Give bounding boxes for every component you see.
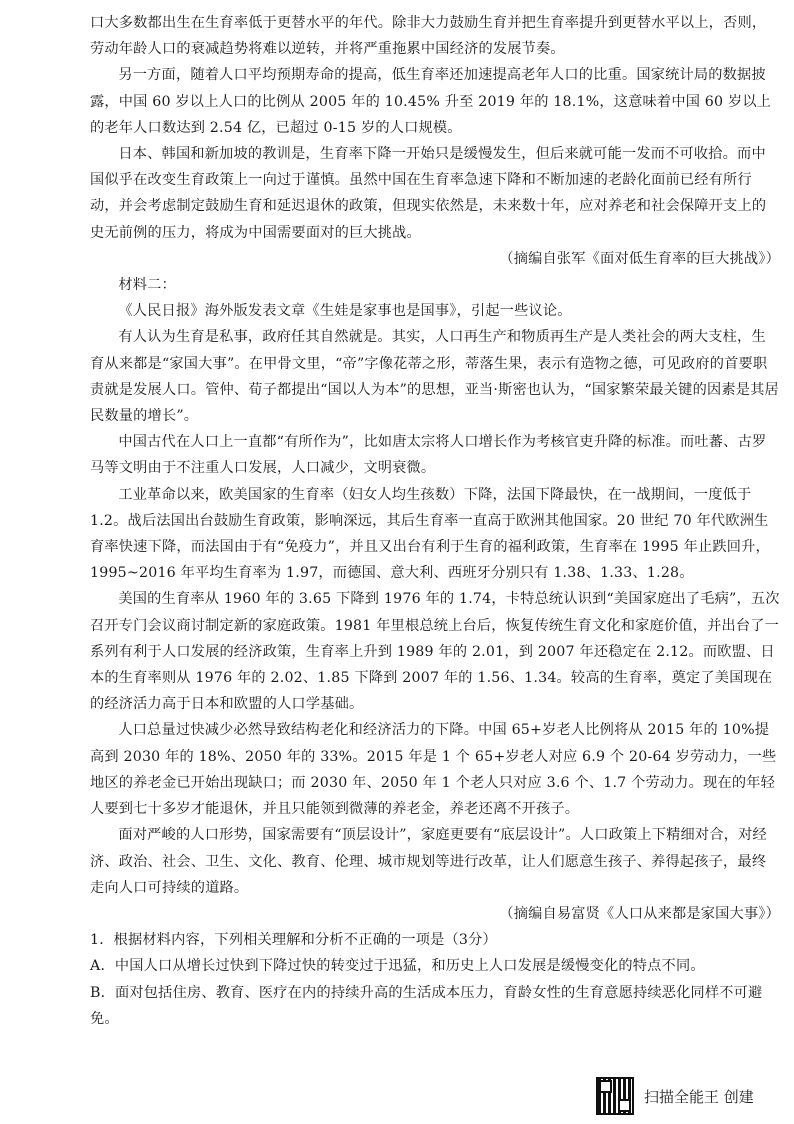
paragraph-7: 工业革命以来，欧美国家的生育率（妇女人均生孩数）下降，法国下降最快，在一战期间，一度低于 1.2。战后法国出台鼓励生育政策，影响深远，其后生育率一直高于欧洲其他国家。20 世纪 70 年代欧洲生育率快速下降，而法国由于有“免疫力”，并且又出台有利于生育的福利政策，生育率在 1995 年止跌回升，1995~2016 年平均生育率为 1.97，而德国、意大利、西班牙分别只有 1.38、1.33、1.28。 bbox=[90, 486, 770, 582]
paragraph-2: 另一方面，随着人口平均预期寿命的提高，低生育率还加速提高老年人口的比重。国家统计局的数据披露，中国 60 岁以上人口的比例从 2005 年的 10.45% 升至 2019 年的 18.1%，这意味着中国 60 岁以上的老年人口数达到 2.54 亿，已超过 0-15 岁的人口规模。 bbox=[90, 67, 772, 136]
scanner-watermark bbox=[596, 1076, 754, 1116]
material-2-label: 材料二： bbox=[118, 277, 176, 294]
paragraph-8: 美国的生育率从 1960 年的 3.65 下降到 1976 年的 1.74，卡特总统认识到“美国家庭出了毛病”，五次召开专门会议商讨制定新的家庭政策。1981 年里根总统上台后，恢复传统生育文化和家庭价值，并出台了一系列有利于人口发展的经济政策，生育率上升到 1989 年的 2.01，到 2007 年还稳定在 2.12。而欧盟、日本的生育率则从 1976 年的 2.02、1.85 下降到 2007 年的 1.56、1.34。较高的生育率，奠定了美国现在的经济活力高于日本和欧盟的人口学基础。 bbox=[90, 591, 780, 713]
paragraph-3: 日本、韩国和新加坡的教训是，生育率下降一开始只是缓慢发生，但后来就可能一发而不可收拾。而中国似乎在改变生育政策上一向过于谨慎。虽然中国在生育率急速下降和不断加速的老龄化面前已经有所行动，并会考虑制定鼓励生育和延迟退休的政策，但现实依然是，未来数十年，应对养老和社会保障开支上的史无前例的压力，将成为中国需要面对的巨大挑战。 bbox=[90, 146, 767, 241]
watermark-text: 扫描全能王 创建 bbox=[644, 1087, 754, 1106]
source-citation-2: （摘编自易富贤《人口从来都是家国大事》） bbox=[499, 905, 780, 922]
document-page bbox=[90, 10, 780, 1032]
paragraph-6: 中国古代在人口上一直都“有所作为”，比如唐太宗将人口增长作为考核官吏升降的标准。而吐蕃、古罗马等文明由于不注重人口发展，人口减少，文明衰微。 bbox=[90, 434, 767, 477]
paragraph-5: 有人认为生育是私事，政府任其自然就是。其实，人口再生产和物质再生产是人类社会的两大支柱，生育从来都是“家国大事”。在甲骨文里，“帝”字像花蒂之形，蒂落生果，表示有造物之德，可见政府的首要职责就是发展人口。管仲、荀子都提出“国以人为本”的思想，亚当·斯密也认为，“国家繁荣最关键的因素是其居民数量的增长”。 bbox=[90, 329, 779, 425]
paragraph-9: 人口总量过快减少必然导致结构老化和经济活力的下降。中国 65+岁老人比例将从 2015 年的 10%提高到 2030 年的 18%、2050 年的 33%。2015 年是 1 个 65+岁老人对应 6.9 个 20-64 岁劳动力，一些地区的养老金已开始出现缺口；而 2030 年、2050 年 1 个老人只对应 3.6 个、1.7 个劳动力。现在的年轻人要到七十多岁才能退休，并且只能领到微薄的养老金，养老还离不开孩子。 bbox=[90, 722, 777, 818]
paragraph-1: 口大多数都出生在生育率低于更替水平的年代。除非大力鼓励生育并把生育率提升到更替水平以上，否则，劳动年龄人口的衰减趋势将难以逆转，并将严重拖累中国经济的发展节奏。 bbox=[90, 15, 767, 58]
paragraph-10: 面对严峻的人口形势，国家需要有“顶层设计”，家庭更要有“底层设计”。人口政策上下精细对合，对经济、政治、社会、卫生、文化、教育、伦理、城市规划等进行改革，让人们愿意生孩子、养得起孩子，最终走向人口可持续的道路。 bbox=[90, 827, 767, 896]
paragraph-4: 《人民日报》海外版发表文章《生娃是家事也是国事》，引起一些议论。 bbox=[118, 303, 572, 320]
question-option-b: B．面对包括住房、教育、医疗在内的持续升高的生活成本压力，育龄女性的生育意愿持续恶化同样不可避免。 bbox=[90, 984, 763, 1027]
source-citation-1: （摘编自张军《面对低生育率的巨大挑战》） bbox=[499, 250, 780, 267]
question-option-a: A．中国人口从增长过快到下降过快的转变过于迅猛，和历史上人口发展是缓慢变化的特点不同。 bbox=[90, 958, 705, 975]
qr-code-icon bbox=[596, 1077, 634, 1115]
question-stem: 1．根据材料内容，下列相关理解和分析不正确的一项是（3分） bbox=[90, 932, 497, 949]
